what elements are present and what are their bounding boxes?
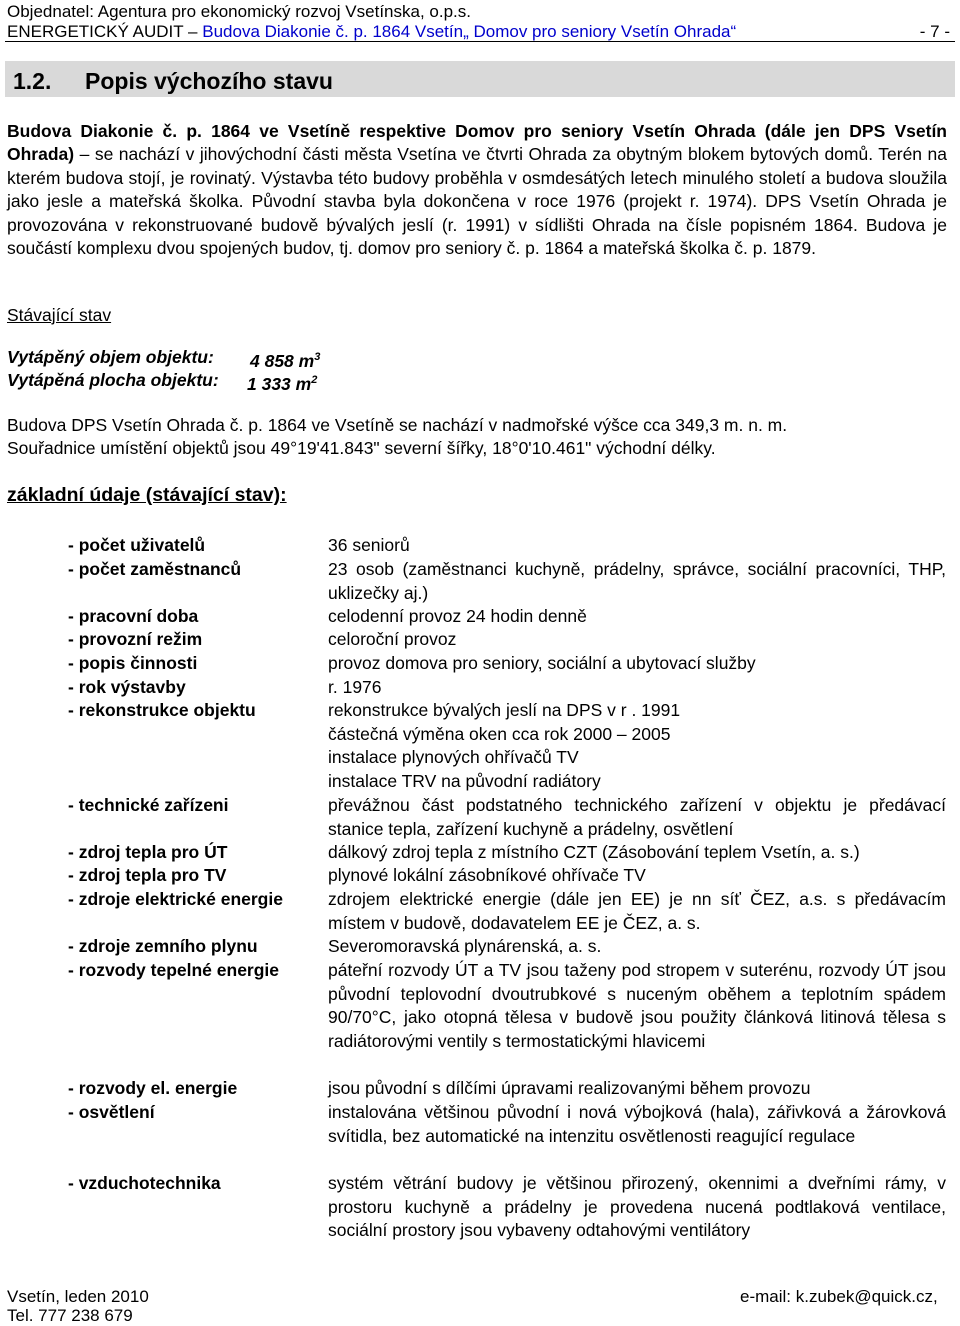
basic-data-label: - zdroje zemního plynu [68, 936, 258, 956]
header-audit-prefix: ENERGETICKÝ AUDIT – [7, 22, 198, 41]
basic-data-label: - rozvody el. energie [68, 1078, 238, 1098]
heated-volume-label: Vytápěný objem objektu: [7, 347, 214, 367]
intro-paragraph [7, 120, 947, 260]
basic-data-value-line: páteřní rozvody ÚT a TV jsou taženy pod stropem v suterénu, rozvody ÚT jsou původní teplovodní dvoutrubkové s nuceným oběhem a teplotním spádem 90/70°C, jako otopná tělesa v budově jsou použity článková litinová tělesa s radiátorovými ventily s termostatickými hlavicemi [328, 960, 946, 1051]
heated-area-value: 1 333 $m^2$ [247, 373, 318, 394]
basic-data-value [328, 841, 946, 865]
basic-data-label: - provozní režim [68, 629, 203, 649]
basic-data-value-line: 23 osob (zaměstnanci kuchyně, prádelny, správce, sociální pracovníci, THP, uklizečky aj.) [328, 559, 946, 603]
basic-data-label: - rozvody tepelné energie [68, 960, 280, 980]
basic-data-value [328, 534, 946, 558]
basic-data-value-line: instalace TRV na původní radiátory [328, 770, 601, 791]
basic-data-value-line: instalována většinou původní i nová výbojková (hala), zářivková a žárovková svítidla, bez automatické na intenzitu osvětlenosti reagující regulace [328, 1102, 946, 1146]
basic-data-value-line: celoroční provoz [328, 629, 457, 649]
heated-volume-row [7, 346, 214, 369]
heated-volume-value: 4 858 $m^3$ [250, 350, 321, 371]
section-heading [5, 61, 955, 97]
basic-data-value [328, 1077, 946, 1101]
page-number: - 7 - [919, 22, 950, 41]
basic-data-label: - vzduchotechnika [68, 1173, 221, 1193]
basic-data-value [328, 794, 946, 841]
basic-data-value-line: systém větrání budovy je většinou přirozený, okennimi a dveřními rámy, v prostoru kuchyně a prádelny je provedena nucená podtlaková ventilace, sociální prostory jsou vybaveny odtahovými ventilátory [328, 1173, 946, 1240]
basic-data-label: - pracovní doba [68, 606, 199, 626]
basic-data-value [328, 558, 946, 605]
footer-email: e-mail: k.zubek@quick.cz, [740, 1287, 938, 1306]
header-client: Objednatel: Agentura pro ekonomický rozvoj Vsetínska, o.p.s. [7, 2, 471, 21]
basic-data-label: - rekonstrukce objektu [68, 700, 256, 720]
basic-data-value-line: Severomoravská plynárenská, a. s. [328, 936, 602, 956]
basic-data-heading: základní údaje (stávající stav): [7, 484, 287, 506]
section-number: 1.2. [13, 68, 52, 94]
basic-data-value-line: jsou původní s dílčími úpravami realizovanými během provozu [328, 1078, 811, 1098]
basic-data-value-line: r. 1976 [328, 677, 382, 697]
basic-data-value [328, 699, 946, 793]
intro-bold: Budova Diakonie č. p. 1864 ve Vsetíně respektive Domov pro seniory Vsetín Ohrada (dále jen DPS Vsetín Ohrada) [7, 121, 947, 165]
header-divider [5, 41, 955, 42]
coordinates-line: Souřadnice umístění objektů jsou 49°19'41.843" severní šířky, 18°0'10.461" východní délky. [7, 438, 716, 458]
basic-data-value-line: 36 seniorů [328, 535, 410, 555]
basic-data-value [328, 864, 946, 888]
basic-data-label: - zdroj tepla pro ÚT [68, 842, 228, 862]
basic-data-value [328, 676, 946, 700]
basic-data-label: - popis činnosti [68, 653, 198, 673]
basic-data-value-line: převážnou část podstatného technického zařízení v objektu je předávací stanice tepla, zařízení kuchyně a prádelny, osvětlení [328, 795, 946, 839]
basic-data-value-line: provoz domova pro seniory, sociální a ubytovací služby [328, 653, 756, 673]
current-state-heading: Stávající stav [7, 305, 112, 325]
basic-data-value-line: plynové lokální zásobníkové ohřívače TV [328, 865, 646, 885]
basic-data-label: - počet uživatelů [68, 535, 206, 555]
intro-text: – se nachází v jihovýchodní části města Vsetína ve čtvrti Ohrada za obytným blokem bytových domů. Terén na kterém budova stojí, je rovinatý. Výstavba této budovy proběhla v osmdesátých letech minulého století a budova sloužila jako jesle a mateřská školka. Původní stavba byla dokončena v roce 1976 (projekt r. 1974). DPS Vsetín Ohrada je provozována v rekonstruované budově bývalých jeslí (r. 1991) v sídlišti Ohrada na čísle popisném 1864. Budova je součástí komplexu dvou spojených budov, tj. domov pro seniory č. p. 1864 a mateřská školka č. p. 1879. [7, 144, 947, 259]
basic-data-value-line: částečná výměna oken cca rok 2000 – 2005 [328, 723, 671, 744]
basic-data-value [328, 628, 946, 652]
basic-data-value-line: celodenní provoz 24 hodin denně [328, 606, 587, 626]
location-line: Budova DPS Vsetín Ohrada č. p. 1864 ve Vsetíně se nachází v nadmořské výšce cca 349,3 m. n. m. [7, 415, 788, 435]
basic-data-label: - počet zaměstnanců [68, 559, 242, 579]
basic-data-value [328, 652, 946, 676]
basic-data-value [328, 959, 946, 1053]
basic-data-label: - rok výstavby [68, 677, 186, 697]
footer-place-date: Vsetín, leden 2010 [7, 1287, 149, 1306]
basic-data-value [328, 888, 946, 935]
basic-data-value-line: zdrojem elektrické energie (dále jen EE) je nn síť ČEZ, a.s. s předávacím místem v budově, dodavatelem EE je ČEZ, a. s. [328, 889, 946, 933]
header-audit-title [7, 22, 736, 42]
basic-data-value-line: dálkový zdroj tepla z místního CZT (Zásobování teplem Vsetín, a. s.) [328, 842, 860, 862]
basic-data-value-line: instalace plynových ohřívačů TV [328, 747, 579, 767]
heated-area-label: Vytápěná plocha objektu: [7, 370, 219, 390]
basic-data-label: - zdroj tepla pro TV [68, 865, 227, 885]
heated-area-row [7, 369, 219, 392]
basic-data-value [328, 1101, 946, 1148]
basic-data-label: - osvětlení [68, 1102, 155, 1122]
basic-data-label: - technické zařízeni [68, 795, 229, 815]
footer-phone: Tel. 777 238 679 [7, 1306, 133, 1325]
basic-data-label: - zdroje elektrické energie [68, 889, 283, 909]
section-title: Popis výchozího stavu [85, 68, 333, 94]
basic-data-value-line: rekonstrukce bývalých jeslí na DPS v r . 1991 [328, 700, 681, 720]
basic-data-value [328, 935, 946, 959]
basic-data-value [328, 1172, 946, 1243]
basic-data-value [328, 605, 946, 629]
header-building-name: Budova Diakonie č. p. 1864 Vsetín„ Domov pro seniory Vsetín Ohrada“ [202, 22, 737, 41]
